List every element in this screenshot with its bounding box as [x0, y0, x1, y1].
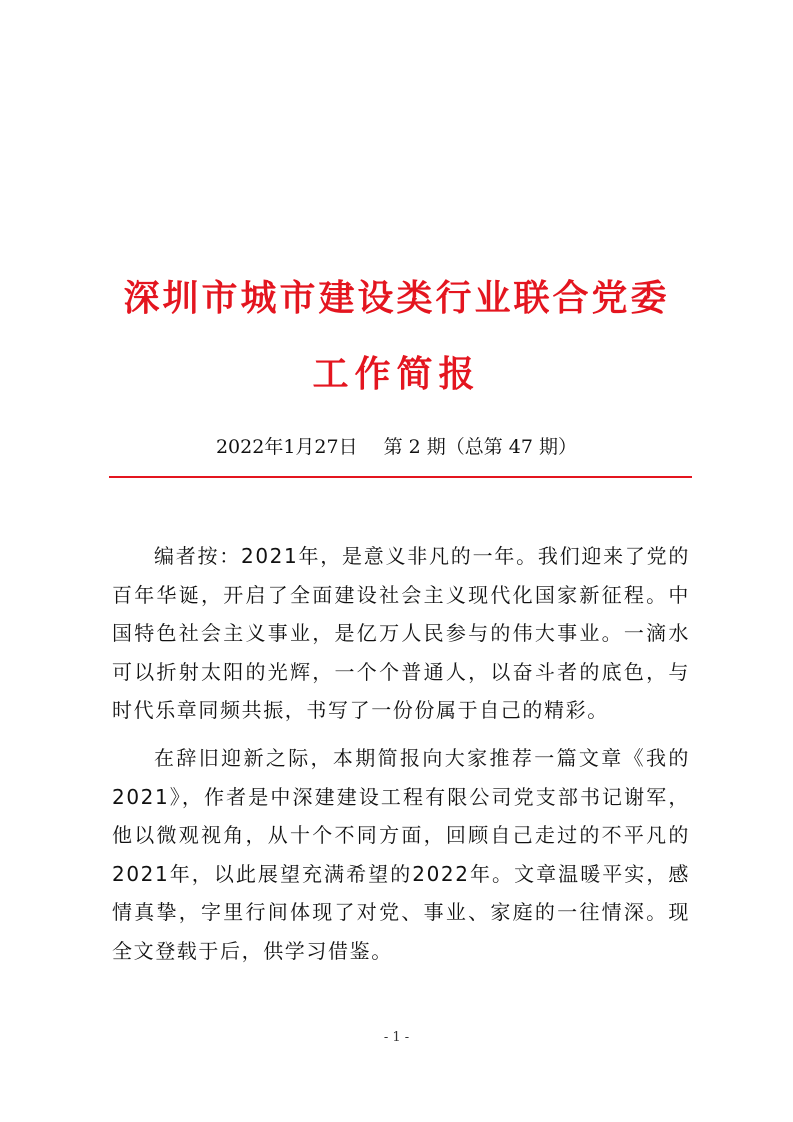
document-title-line1: 深圳市城市建设类行业联合党委 — [123, 278, 670, 319]
editor-note-paragraph-1: 编者按：2021年，是意义非凡的一年。我们迎来了党的百年华诞，开启了全面建设社会主义现代化国家新征程。中国特色社会主义事业，是亿万人民参与的伟大事业。一滴水可以折射太阳的光辉，一个个普通人，以奋斗者的底色，与时代乐章同频共振，书写了一份份属于自己的精彩。 — [112, 544, 690, 722]
issue-date: 2022年1月27日 — [215, 436, 358, 458]
page-number: - 1 - — [383, 1030, 410, 1045]
document-title-line2: 工作简报 — [312, 354, 481, 395]
issue-number: 第 2 期（总第 47 期） — [383, 436, 578, 458]
editor-note-paragraph-2: 在辞旧迎新之际，本期简报向大家推荐一篇文章《我的2021》，作者是中深建建设工程有限公司党支部书记谢军，他以微观视角，从十个不同方面，回顾自己走过的不平凡的2021年，以此展望充满希望的2022年。文章温暖平实，感情真挚，字里行间体现了对党、事业、家庭的一往情深。现全文登载于后，供学习借鉴。 — [112, 746, 690, 963]
issue-info — [0, 432, 793, 459]
header-divider — [109, 476, 692, 478]
